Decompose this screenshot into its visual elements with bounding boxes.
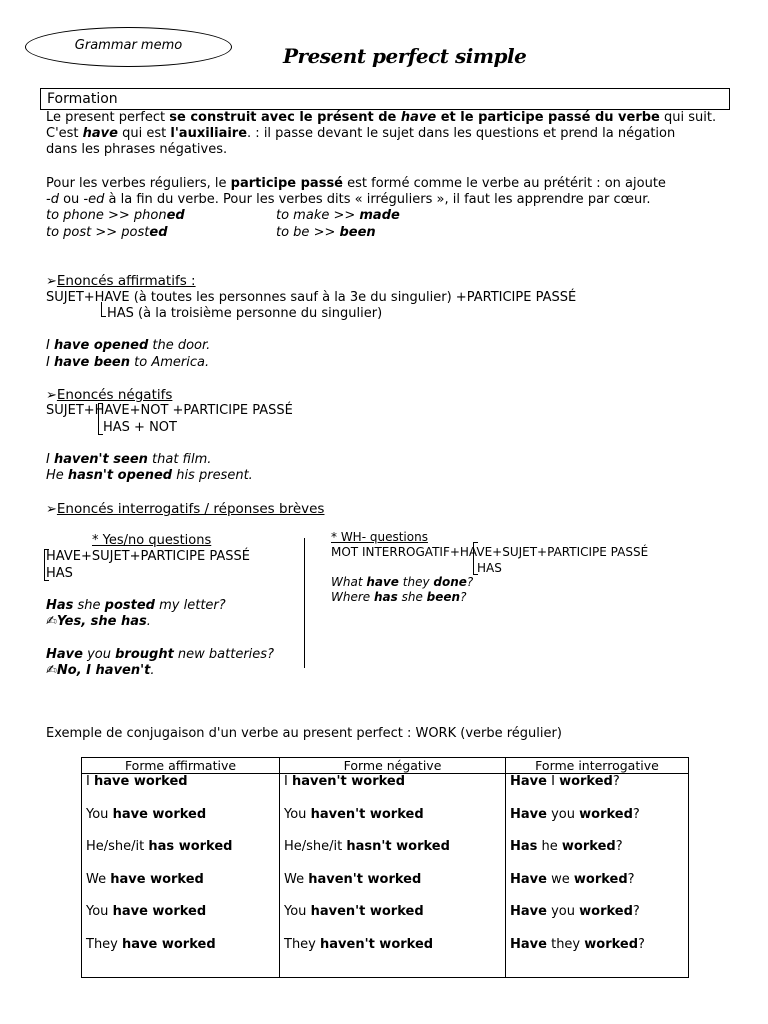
- affirmative-rule-1: SUJET+HAVE (à toutes les personnes sauf à la 3e du singulier) +PARTICIPE PASSÉ: [46, 290, 577, 305]
- formation-line-2: C'est have qui est l'auxiliaire. : il passe devant le sujet dans les questions et prend la négation: [46, 126, 676, 141]
- table-cell: You haven't worked: [284, 806, 424, 822]
- yesno-answer-1: ✍Yes, she has.: [46, 614, 151, 629]
- arrow-icon: ➢: [46, 274, 57, 289]
- negative-heading: ➢Enoncés négatifs: [46, 387, 173, 403]
- table-cell: We haven't worked: [284, 871, 422, 887]
- yesno-rule-1: HAVE+SUJET+PARTICIPE PASSÉ: [46, 549, 250, 564]
- negative-example-1: I haven't seen that film.: [46, 452, 212, 467]
- negative-rule-2: HAS + NOT: [103, 420, 177, 435]
- table-cell: They have worked: [86, 936, 216, 952]
- example-be: to be >> been: [276, 225, 376, 240]
- column-header: Forme affirmative: [82, 758, 280, 774]
- table-cell: I haven't worked: [284, 774, 406, 789]
- formation-line-5: -d ou -ed à la fin du verbe. Pour les verbes dits « irréguliers », il faut les apprendre par cœur.: [46, 192, 651, 207]
- formation-line-1: Le present perfect se construit avec le présent de have et le participe passé du verbe qui suit.: [46, 110, 717, 125]
- affirmative-rule-2: HAS (à la troisième personne du singulier): [107, 306, 383, 321]
- wh-heading: * WH- questions: [331, 530, 428, 544]
- negative-rule-1: SUJET+HAVE+NOT +PARTICIPE PASSÉ: [46, 403, 293, 418]
- interrogative-heading: ➢Enoncés interrogatifs / réponses brèves: [46, 501, 325, 517]
- table-cell: Has he worked?: [510, 839, 623, 854]
- table-cell: Have you worked?: [510, 904, 640, 919]
- affirmative-example-2: I have been to America.: [46, 355, 210, 370]
- wh-rule-1: MOT INTERROGATIF+HAVE+SUJET+PARTICIPE PASSÉ: [331, 545, 649, 559]
- table-cell: You have worked: [86, 806, 207, 822]
- table-cell: I have worked: [86, 774, 188, 789]
- formation-heading: Formation: [47, 91, 118, 107]
- yesno-rule-2: HAS: [46, 566, 73, 581]
- wh-example-2: Where has she been?: [331, 590, 467, 604]
- arrow-icon: ➢: [46, 388, 57, 403]
- formation-line-3: dans les phrases négatives.: [46, 142, 228, 157]
- column-header: Forme interrogative: [506, 758, 689, 774]
- negative-column: [280, 774, 506, 970]
- table-cell: They haven't worked: [284, 936, 434, 952]
- column-divider: [304, 538, 305, 668]
- formation-line-4: Pour les verbes réguliers, le participe passé est formé comme le verbe au prétérit : on ajoute: [46, 176, 666, 191]
- table-cell: Have they worked?: [510, 936, 645, 952]
- example-post: to post >> posted: [46, 225, 168, 240]
- writing-hand-icon: ✍: [46, 614, 57, 629]
- writing-hand-icon: ✍: [46, 663, 57, 678]
- table-cell: We have worked: [86, 871, 204, 887]
- table-cell: You haven't worked: [284, 904, 424, 919]
- affirmative-column: [82, 774, 280, 970]
- formation-box: [40, 88, 730, 110]
- wh-rule-2: HAS: [477, 561, 502, 575]
- table-cell: He/she/it hasn't worked: [284, 839, 450, 854]
- conjugation-intro: Exemple de conjugaison d'un verbe au present perfect : WORK (verbe régulier): [46, 726, 562, 741]
- yesno-answer-2: ✍No, I haven't.: [46, 663, 155, 678]
- table-cell: Have we worked?: [510, 871, 635, 887]
- page-title: Present perfect simple: [283, 44, 527, 68]
- arrow-icon: ➢: [46, 502, 57, 517]
- affirmative-example-1: I have opened the door.: [46, 338, 211, 353]
- wh-example-1: What have they done?: [331, 575, 474, 589]
- yesno-question-1: Has she posted my letter?: [46, 598, 226, 613]
- yesno-heading: * Yes/no questions: [92, 533, 212, 548]
- column-header: Forme négative: [280, 758, 506, 774]
- example-phone: to phone >> phoned: [46, 208, 185, 223]
- conjugation-table: [81, 757, 689, 978]
- table-cell: You have worked: [86, 904, 207, 919]
- memo-label: Grammar memo: [74, 38, 183, 53]
- affirmative-heading: ➢Enoncés affirmatifs :: [46, 273, 196, 289]
- table-cell: Have you worked?: [510, 806, 640, 822]
- example-make: to make >> made: [276, 208, 400, 223]
- interrogative-column: [506, 774, 689, 970]
- bracket: [101, 302, 106, 317]
- yesno-question-2: Have you brought new batteries?: [46, 647, 274, 662]
- memo-oval: [25, 27, 232, 67]
- table-cell: He/she/it has worked: [86, 839, 233, 854]
- negative-example-2: He hasn't opened his present.: [46, 468, 253, 483]
- table-cell: Have I worked?: [510, 774, 620, 789]
